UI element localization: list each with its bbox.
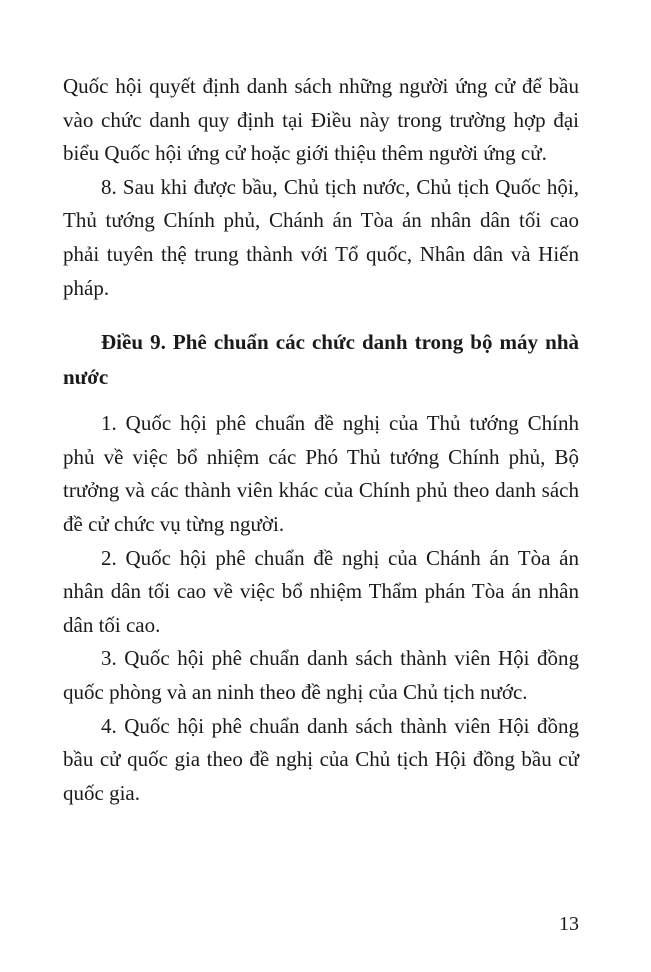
page-number: 13: [559, 913, 579, 935]
article-heading: Điều 9. Phê chuẩn các chức danh trong bộ máy nhà nước: [63, 330, 579, 390]
article-clause-2: 2. Quốc hội phê chuẩn đề nghị của Chánh án Tòa án nhân dân tối cao về việc bổ nhiệm Thẩm phán Tòa án nhân dân tối cao.: [63, 545, 579, 637]
paragraph-clause-8: 8. Sau khi được bầu, Chủ tịch nước, Chủ tịch Quốc hội, Thủ tướng Chính phủ, Chánh án Tòa án nhân dân tối cao phải tuyên thệ trung thành với Tổ quốc, Nhân dân và Hiến pháp.: [63, 174, 579, 300]
article-clause-1: 1. Quốc hội phê chuẩn đề nghị của Thủ tướng Chính phủ về việc bổ nhiệm các Phó Thủ tướng Chính phủ, Bộ trưởng và các thành viên khác của Chính phủ theo danh sách đề cử chức vụ từng người.: [63, 411, 579, 536]
paragraph-continuation: Quốc hội quyết định danh sách những người ứng cử để bầu vào chức danh quy định tại Điều này trong trường hợp đại biểu Quốc hội ứng cử hoặc giới thiệu thêm người ứng cử.: [63, 74, 579, 166]
article-clause-3: 3. Quốc hội phê chuẩn danh sách thành viên Hội đồng quốc phòng và an ninh theo đề nghị của Chủ tịch nước.: [63, 646, 579, 704]
page-content: [63, 70, 579, 810]
article-clause-4: 4. Quốc hội phê chuẩn danh sách thành viên Hội đồng bầu cử quốc gia theo đề nghị của Chủ tịch Hội đồng bầu cử quốc gia.: [63, 713, 579, 805]
